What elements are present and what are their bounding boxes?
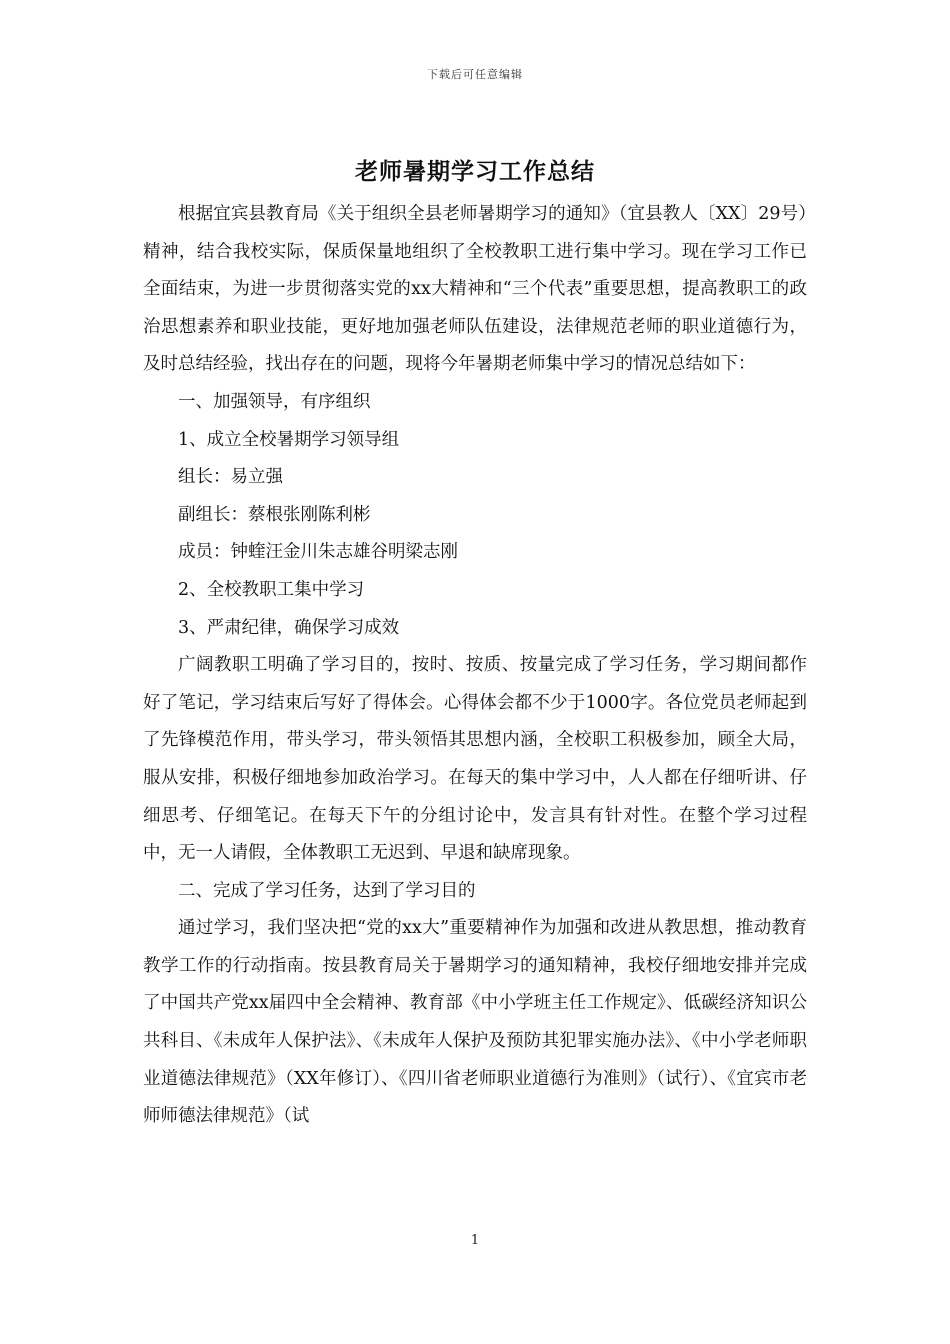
list-item: 3、严肃纪律，确保学习成效 [178,617,400,638]
list-item: 副组长：蔡根张刚陈利彬 [178,504,371,525]
section-heading-1: 一、加强领导，有序组织 [178,391,371,412]
paragraph-discipline: 广阔教职工明确了学习目的，按时、按质、按量完成了学习任务，学习期间都作好了笔记，学习结束后写好了得体会。心得体会都不少于1000字。各位党员老师起到了先锋模范作用，带头学习，带头领悟其思想内涵，全校职工积极参加，顾全大局，服从安排，积极仔细地参加政治学习。在每天的集中学习中，人人都在仔细听讲、仔细思考、仔细笔记。在每天下午的分组讨论中，发言具有针对性。在整个学习过程中，无一人请假，全体教职工无迟到、早退和缺席现象。 [143,655,807,864]
section-heading-2: 二、完成了学习任务，达到了学习目的 [178,880,476,901]
list-item: 1、成立全校暑期学习领导组 [178,429,400,450]
list-item: 组长：易立强 [178,467,283,488]
page-number: 1 [470,1233,480,1248]
list-item: 2、全校教职工集中学习 [178,579,365,600]
page-header: 下载后可任意编辑 [427,68,523,81]
document-body [143,196,807,1136]
list-item: 成员：钟蝰汪金川朱志雄谷明梁志刚 [178,542,458,563]
document-title: 老师暑期学习工作总结 [355,158,595,185]
paragraph-study: 通过学习，我们坚决把“党的xx大”重要精神作为加强和改进从教思想，推动教育教学工作的行动指南。按县教育局关于暑期学习的通知精神，我校仔细地安排并完成了中国共产党xx届四中全会精神、教育部《中小学班主任工作规定》、低碳经济知识公共科目、《未成年人保护法》、《未成年人保护及预防其犯罪实施办法》、《中小学老师职业道德法律规范》（XX年修订）、《四川省老师职业道德行为准则》（试行）、《宜宾市老师师德法律规范》（试 [143,918,807,1127]
paragraph-intro: 根据宜宾县教育局《关于组织全县老师暑期学习的通知》（宜县教人〔XX〕29号）精神，结合我校实际，保质保量地组织了全校教职工进行集中学习。现在学习工作已全面结束，为进一步贯彻落实党的xx大精神和“三个代表”重要思想，提高教职工的政治思想素养和职业技能，更好地加强老师队伍建设，法律规范老师的职业道德行为，及时总结经验，找出存在的问题，现将今年暑期老师集中学习的情况总结如下： [143,204,807,375]
